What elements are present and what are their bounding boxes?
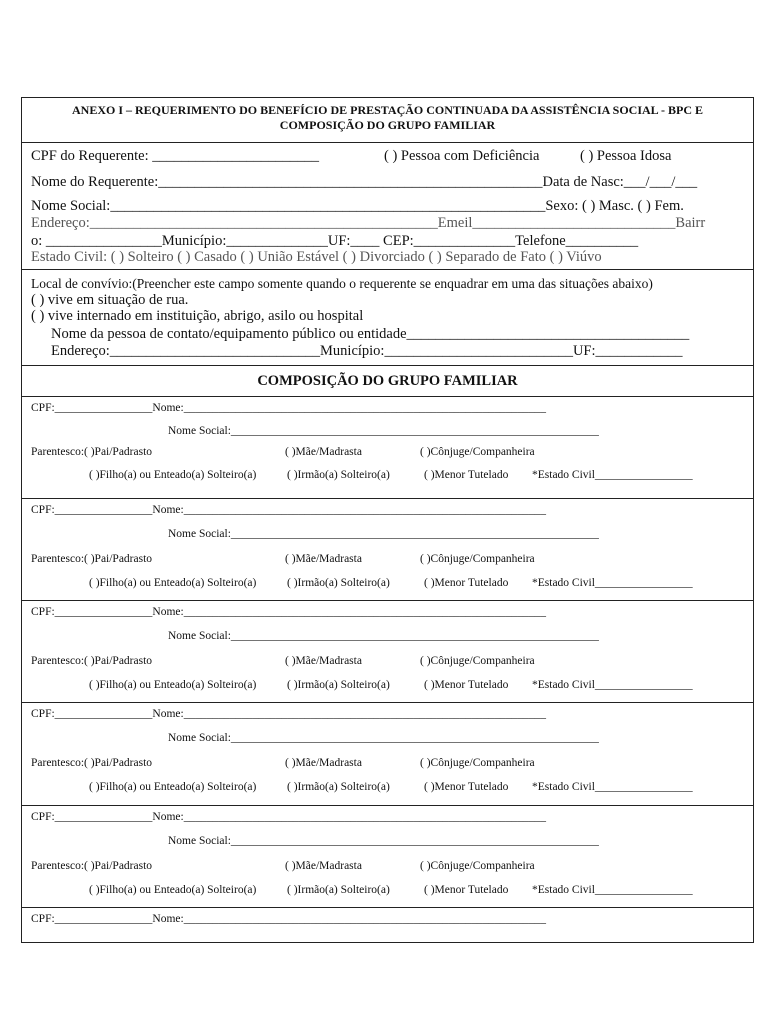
internado-checkbox[interactable]: ( ) vive internado em instituição, abrigo, asilo ou hospital [31, 308, 364, 324]
mae-checkbox[interactable]: ( )Mãe/Madrasta [285, 757, 362, 769]
requerente-section [22, 143, 753, 270]
irmao-checkbox[interactable]: ( )Irmão(a) Solteiro(a) [287, 679, 390, 691]
irmao-checkbox[interactable]: ( )Irmão(a) Solteiro(a) [287, 884, 390, 896]
idosa-checkbox[interactable]: ( ) Pessoa Idosa [580, 148, 672, 164]
conjuge-checkbox[interactable]: ( )Cônjuge/Companheira [420, 757, 535, 769]
form-title: ANEXO I – REQUERIMENTO DO BENEFÍCIO DE PRESTAÇÃO CONTINUADA DA ASSISTÊNCIA SOCIAL - BPC E COMPOSIÇÃO DO GRUPO FAMILIAR [71, 103, 703, 132]
estado-civil-field[interactable]: Estado Civil: ( ) Solteiro ( ) Casado ( ) União Estável ( ) Divorciado ( ) Separado de Fato ( ) Viúvo [31, 249, 602, 265]
rua-checkbox[interactable]: ( ) vive em situação de rua. [31, 292, 189, 308]
member-cpf-nome-field[interactable]: CPF:_________________Nome:_______________________________________________________________ [31, 606, 546, 618]
parentesco-pai-checkbox[interactable]: Parentesco:( )Pai/Padrasto [31, 757, 153, 769]
nome-social-field[interactable]: Nome Social:____________________________________________________________Sexo: ( ) Masc. ( ) Fem. [31, 198, 684, 214]
irmao-checkbox[interactable]: ( )Irmão(a) Solteiro(a) [287, 577, 390, 589]
endereco-field[interactable]: Endereço:________________________________________________Emeil____________________________Bairr [31, 215, 706, 231]
menor-checkbox[interactable]: ( )Menor Tutelado [424, 469, 509, 481]
conjuge-checkbox[interactable]: ( )Cônjuge/Companheira [420, 655, 535, 667]
local-convivio-label: Local de convívio:(Preencher este campo somente quando o requerente se enquadrar em uma das situações abaixo) [31, 276, 653, 291]
mae-checkbox[interactable]: ( )Mãe/Madrasta [285, 860, 362, 872]
member-nome-social-field[interactable]: Nome Social:________________________________________________________________ [168, 630, 599, 642]
member-block [22, 703, 753, 806]
member-block [22, 499, 753, 601]
member-cpf-nome-field[interactable]: CPF:_________________Nome:_______________________________________________________________ [31, 811, 546, 823]
filho-checkbox[interactable]: ( )Filho(a) ou Enteado(a) Solteiro(a) [89, 884, 257, 896]
member-block [22, 601, 753, 703]
member-block [22, 908, 753, 942]
member-cpf-nome-field[interactable]: CPF:_________________Nome:_______________________________________________________________ [31, 402, 546, 414]
conjuge-checkbox[interactable]: ( )Cônjuge/Companheira [420, 446, 535, 458]
parentesco-pai-checkbox[interactable]: Parentesco:( )Pai/Padrasto [31, 446, 153, 458]
member-nome-social-field[interactable]: Nome Social:________________________________________________________________ [168, 425, 599, 437]
member-nome-social-field[interactable]: Nome Social:________________________________________________________________ [168, 835, 599, 847]
conjuge-checkbox[interactable]: ( )Cônjuge/Companheira [420, 553, 535, 565]
mae-checkbox[interactable]: ( )Mãe/Madrasta [285, 446, 362, 458]
form-header [22, 98, 753, 143]
irmao-checkbox[interactable]: ( )Irmão(a) Solteiro(a) [287, 781, 390, 793]
member-estado-civil-field[interactable]: *Estado Civil_________________ [532, 884, 693, 896]
nome-requerente-field[interactable]: Nome do Requerente:_____________________________________________________Data de Nasc:___/___/___ [31, 174, 698, 190]
cpf-requerente-field[interactable]: CPF do Requerente: _______________________ [31, 148, 319, 164]
irmao-checkbox[interactable]: ( )Irmão(a) Solteiro(a) [287, 469, 390, 481]
filho-checkbox[interactable]: ( )Filho(a) ou Enteado(a) Solteiro(a) [89, 781, 257, 793]
filho-checkbox[interactable]: ( )Filho(a) ou Enteado(a) Solteiro(a) [89, 679, 257, 691]
member-estado-civil-field[interactable]: *Estado Civil_________________ [532, 469, 693, 481]
member-estado-civil-field[interactable]: *Estado Civil_________________ [532, 781, 693, 793]
mae-checkbox[interactable]: ( )Mãe/Madrasta [285, 553, 362, 565]
contato-field[interactable]: Nome da pessoa de contato/equipamento público ou entidade_______________________________________ [51, 326, 690, 342]
member-block [22, 397, 753, 499]
mae-checkbox[interactable]: ( )Mãe/Madrasta [285, 655, 362, 667]
filho-checkbox[interactable]: ( )Filho(a) ou Enteado(a) Solteiro(a) [89, 469, 257, 481]
member-nome-social-field[interactable]: Nome Social:________________________________________________________________ [168, 732, 599, 744]
member-estado-civil-field[interactable]: *Estado Civil_________________ [532, 679, 693, 691]
menor-checkbox[interactable]: ( )Menor Tutelado [424, 577, 509, 589]
convivio-endereco-field[interactable]: Endereço:_____________________________Município:__________________________UF:____________ [51, 343, 683, 359]
form-frame [21, 97, 754, 943]
member-block [22, 806, 753, 908]
member-cpf-nome-field[interactable]: CPF:_________________Nome:_______________________________________________________________ [31, 913, 546, 925]
menor-checkbox[interactable]: ( )Menor Tutelado [424, 679, 509, 691]
member-nome-social-field[interactable]: Nome Social:________________________________________________________________ [168, 528, 599, 540]
parentesco-pai-checkbox[interactable]: Parentesco:( )Pai/Padrasto [31, 553, 153, 565]
parentesco-pai-checkbox[interactable]: Parentesco:( )Pai/Padrasto [31, 860, 153, 872]
menor-checkbox[interactable]: ( )Menor Tutelado [424, 884, 509, 896]
member-cpf-nome-field[interactable]: CPF:_________________Nome:_______________________________________________________________ [31, 708, 546, 720]
composicao-header [22, 366, 753, 397]
member-cpf-nome-field[interactable]: CPF:_________________Nome:_______________________________________________________________ [31, 504, 546, 516]
composicao-title: COMPOSIÇÃO DO GRUPO FAMILIAR [257, 373, 518, 389]
member-estado-civil-field[interactable]: *Estado Civil_________________ [532, 577, 693, 589]
deficiencia-checkbox[interactable]: ( ) Pessoa com Deficiência [384, 148, 540, 164]
menor-checkbox[interactable]: ( )Menor Tutelado [424, 781, 509, 793]
municipio-field[interactable]: o: ________________Município:______________UF:____ CEP:______________Telefone__________ [31, 233, 639, 249]
conjuge-checkbox[interactable]: ( )Cônjuge/Companheira [420, 860, 535, 872]
parentesco-pai-checkbox[interactable]: Parentesco:( )Pai/Padrasto [31, 655, 153, 667]
convivio-section [22, 270, 753, 366]
filho-checkbox[interactable]: ( )Filho(a) ou Enteado(a) Solteiro(a) [89, 577, 257, 589]
